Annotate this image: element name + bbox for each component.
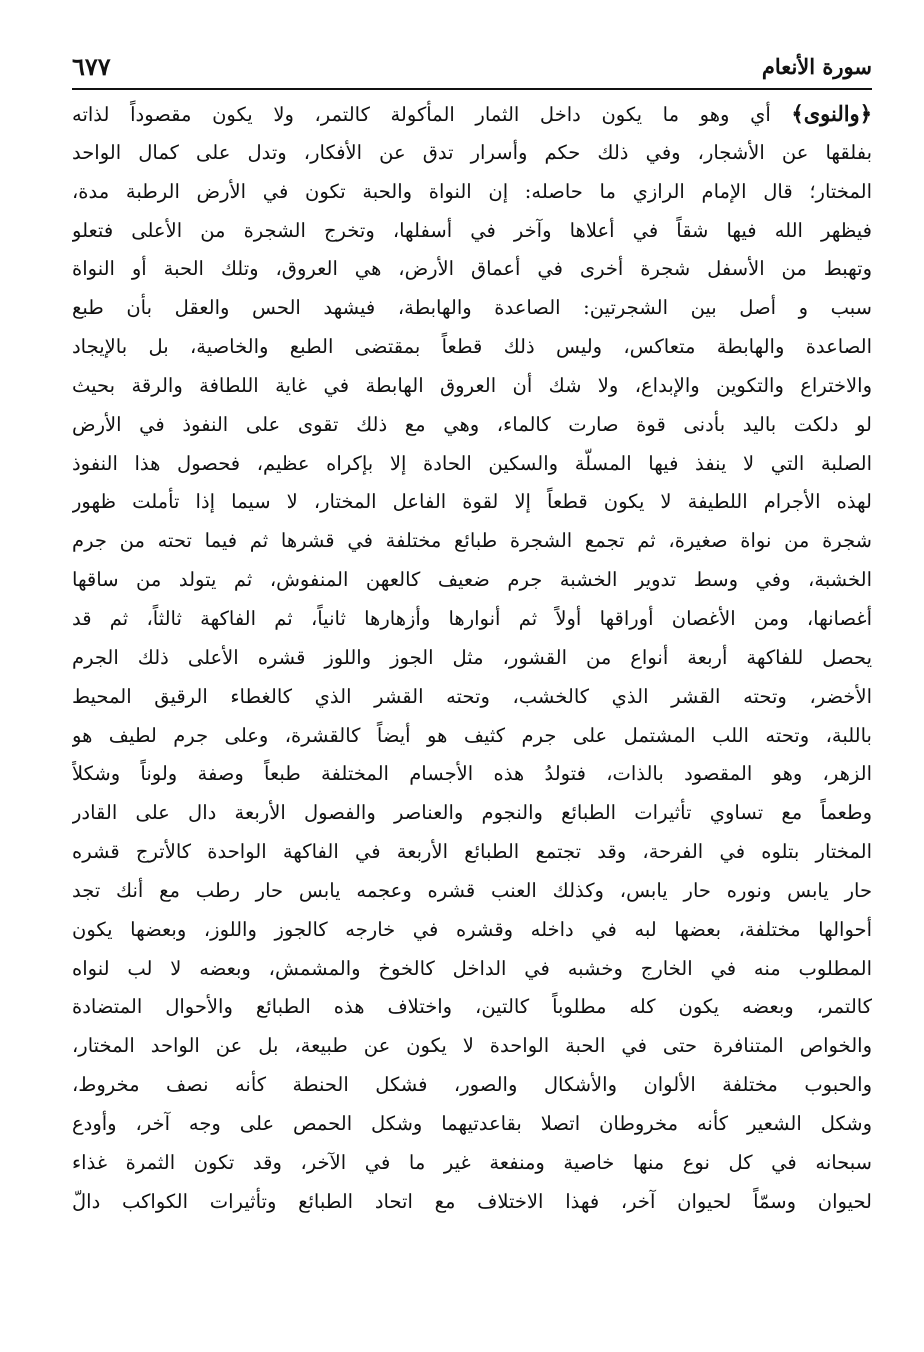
page-header: [72, 52, 872, 86]
header-rule: [72, 88, 872, 90]
text-line: لحيوان وسمّاً لحيوان آخر، فهذا الاختلاف مع اتحاد الطبائع وتأثيرات الكواكب دالّ: [72, 1189, 872, 1213]
text-line: الخشبة، وفي وسط تدوير الخشبة جرم ضعيف كالعهن المنفوش، ثم يتولد من ساقها: [72, 568, 872, 592]
body-text: [72, 95, 872, 1221]
text-line: والخواص المتنافرة حتى في الحبة الواحدة لا يكون عن طبيعة، بل عن الواحد المختار،: [72, 1034, 872, 1058]
text-line: كالتمر، وبعضه يكون كله مطلوباً كالتين، واختلاف هذه الطبائع والأحوال المتضادة: [72, 995, 872, 1019]
text-line: باللبة، وتحته اللب المشتمل على جرم كثيف هو أيضاً كالقشرة، وعلى جرم لطيف هو: [72, 723, 872, 747]
text-line: لهذه الأجرام اللطيفة لا يكون قطعاً إلا لقوة الفاعل المختار، لا سيما إذا تأملت ظهور: [72, 490, 872, 514]
text-line: يحصل للفاكهة أربعة أنواع من القشور، مثل الجوز واللوز قشره الأعلى ذلك الجرم: [72, 645, 872, 669]
text-line: المختار بتلوه في الفرحة، وقد تجتمع الطبائع الأربعة في الفاكهة الواحدة كالأترج قشره: [72, 840, 872, 864]
text-line: شجرة من نواة صغيرة، ثم تجمع الشجرة طبائع مختلفة في قشرها ثم فيما تحته من جرم: [72, 529, 872, 553]
text-line: وطعماً مع تساوي تأثيرات الطبائع والنجوم والعناصر والفصول الأربعة دال على القادر: [72, 801, 872, 825]
page-number: ٦٧٧: [72, 52, 111, 81]
lead-term: ﴿والنوى﴾: [791, 101, 872, 126]
text-line: سبحانه في كل نوع منها خاصية ومنفعة غير ما في الآخر، وقد تكون الثمرة غذاء: [72, 1150, 872, 1174]
text-line: والحبوب مختلفة الألوان والأشكال والصور، فشكل الحنطة كأنه نصف مخروط،: [72, 1073, 872, 1097]
text-line: أغصانها، ومن الأغصان أوراقها أولاً ثم أنوارها وأزهارها ثانياً، ثم الفاكهة ثالثاً، ثم قد: [72, 606, 872, 630]
text-line: الصلبة التي لا ينفذ فيها المسلّة والسكين الحادة إلا بإكراه عظيم، فحصول هذا النفوذ: [72, 451, 872, 475]
text-line: ﴿والنوى﴾ أي وهو ما يكون داخل الثمار المأكولة كالتمر، ولا يكون مقصوداً لذاته: [72, 101, 872, 126]
text-line: الأخضر، وتحته القشر الذي كالخشب، وتحته القشر الذي كالغطاء الرقيق المحيط: [72, 684, 872, 708]
text-line: أحوالها مختلفة، بعضها لبه في داخله وقشره في خارجه كالجوز واللوز، وبعضها يكون: [72, 917, 872, 941]
text-line: لو دلكت باليد بأدنى قوة صارت كالماء، وهي مع ذلك تقوى على النفوذ في الأرض: [72, 412, 872, 436]
text-line: سبب و أصل بين الشجرتين: الصاعدة والهابطة، فيشهد الحس والعقل بأن طبع: [72, 296, 872, 320]
surah-title: سورة الأنعام: [761, 54, 872, 79]
text-line: والاختراع والتكوين والإبداع، ولا شك أن العروق الهابطة في غاية اللطافة والرقة بحيث: [72, 373, 872, 397]
text-line: بفلقها عن الأشجار، وفي ذلك حكم وأسرار تدق عن الأفكار، وتدل على كمال الواحد: [72, 140, 872, 164]
text-line: حار يابس ونوره حار يابس، وكذلك العنب قشره وعجمه يابس حار رطب مع أنك تجد: [72, 878, 872, 902]
text-line: وشكل الشعير كأنه مخروطان اتصلا بقاعدتيهما وشكل الحمص على وجه آخر، وأودع: [72, 1111, 872, 1135]
text-line: الزهر، وهو المقصود بالذات، فتولدُ هذه الأجسام المختلفة طبعاً وصفة ولوناً وشكلاً: [72, 762, 872, 786]
text-line: المختار؛ قال الإمام الرازي ما حاصله: إن النواة والحبة تكون في الأرض الرطبة مدة،: [72, 179, 872, 203]
text-line: وتهبط من الأسفل شجرة أخرى في أعماق الأرض، هي العروق، وتلك الحبة أو النواة: [72, 257, 872, 281]
text-line: الصاعدة والهابطة متعاكس، وليس ذلك قطعاً بمقتضى الطبع والخاصية، بل بالإيجاد: [72, 335, 872, 359]
text-line: فيظهر الله فيها شقاً في أعلاها وآخر في أسفلها، وتخرج الشجرة من الأعلى فتعلو: [72, 218, 872, 242]
text-line: المطلوب منه في الخارج وخشبه في الداخل كالخوخ والمشمش، وبعضه لا لب لنواه: [72, 956, 872, 980]
